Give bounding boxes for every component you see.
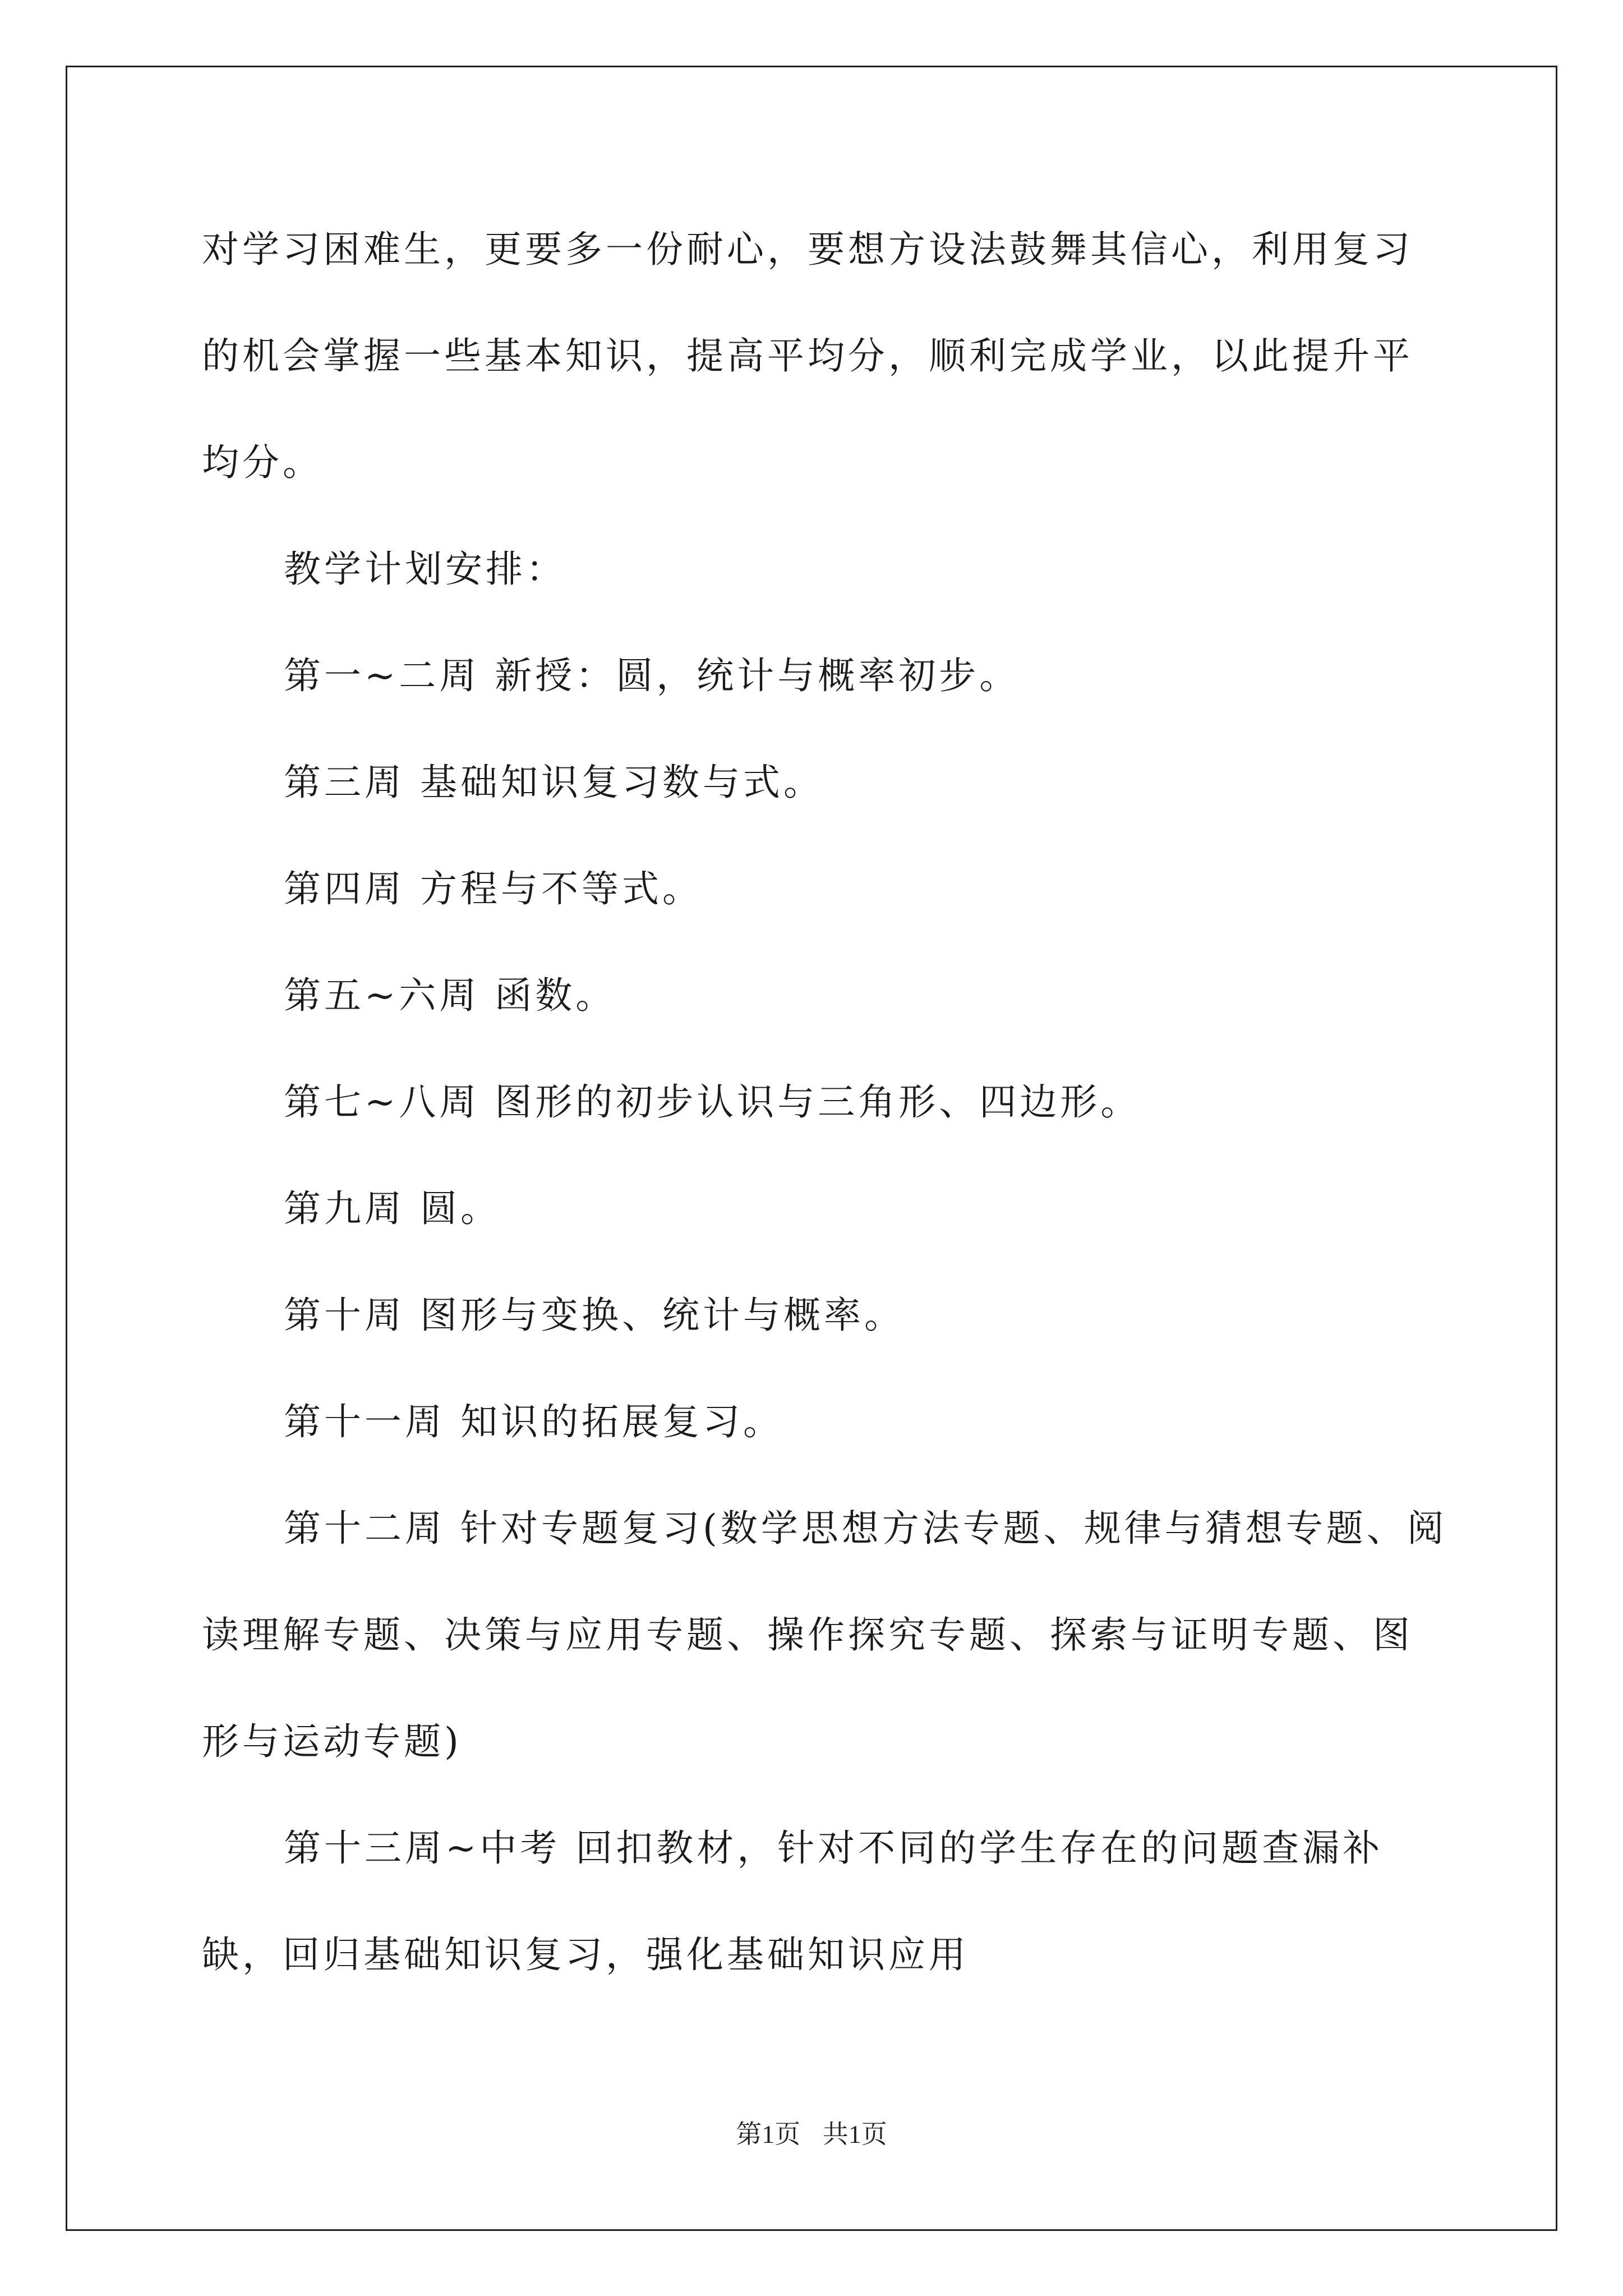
paragraph-11: 第十二周 针对专题复习(数学思想方法专题、规律与猜想专题、阅读理解专题、决策与应用专题、操作探究专题、探索与证明专题、图形与运动专题) (202, 1507, 1447, 1763)
paragraph-6: 第五~六周 函数。 (284, 974, 616, 1017)
paragraph-10: 第十一周 知识的拓展复习。 (284, 1400, 783, 1443)
page-number: 第1页 (736, 2120, 801, 2148)
page-total: 共1页 (822, 2120, 887, 2148)
paragraph-7: 第七~八周 图形的初步认识与三角形、四边形。 (284, 1080, 1141, 1124)
paragraph-5: 第四周 方程与不等式。 (284, 867, 703, 910)
paragraph-4: 第三周 基础知识复习数与式。 (284, 761, 824, 804)
page-footer (0, 2118, 1623, 2151)
document-body (202, 196, 1453, 2008)
paragraph-9: 第十周 图形与变换、统计与概率。 (284, 1294, 905, 1337)
paragraph-1: 对学习困难生，更要多一份耐心，要想方设法鼓舞其信心，利用复习的机会掌握一些基本知识，提高平均分，顺利完成学业，以此提升平均分。 (202, 228, 1413, 484)
paragraph-12: 第十三周~中考 回扣教材，针对不同的学生存在的问题查漏补缺，回归基础知识复习，强化基础知识应用 (202, 1826, 1384, 1976)
paragraph-3: 第一~二周 新授：圆，统计与概率初步。 (284, 654, 1020, 697)
paragraph-2: 教学计划安排： (284, 547, 566, 591)
paragraph-8: 第九周 圆。 (284, 1187, 501, 1230)
